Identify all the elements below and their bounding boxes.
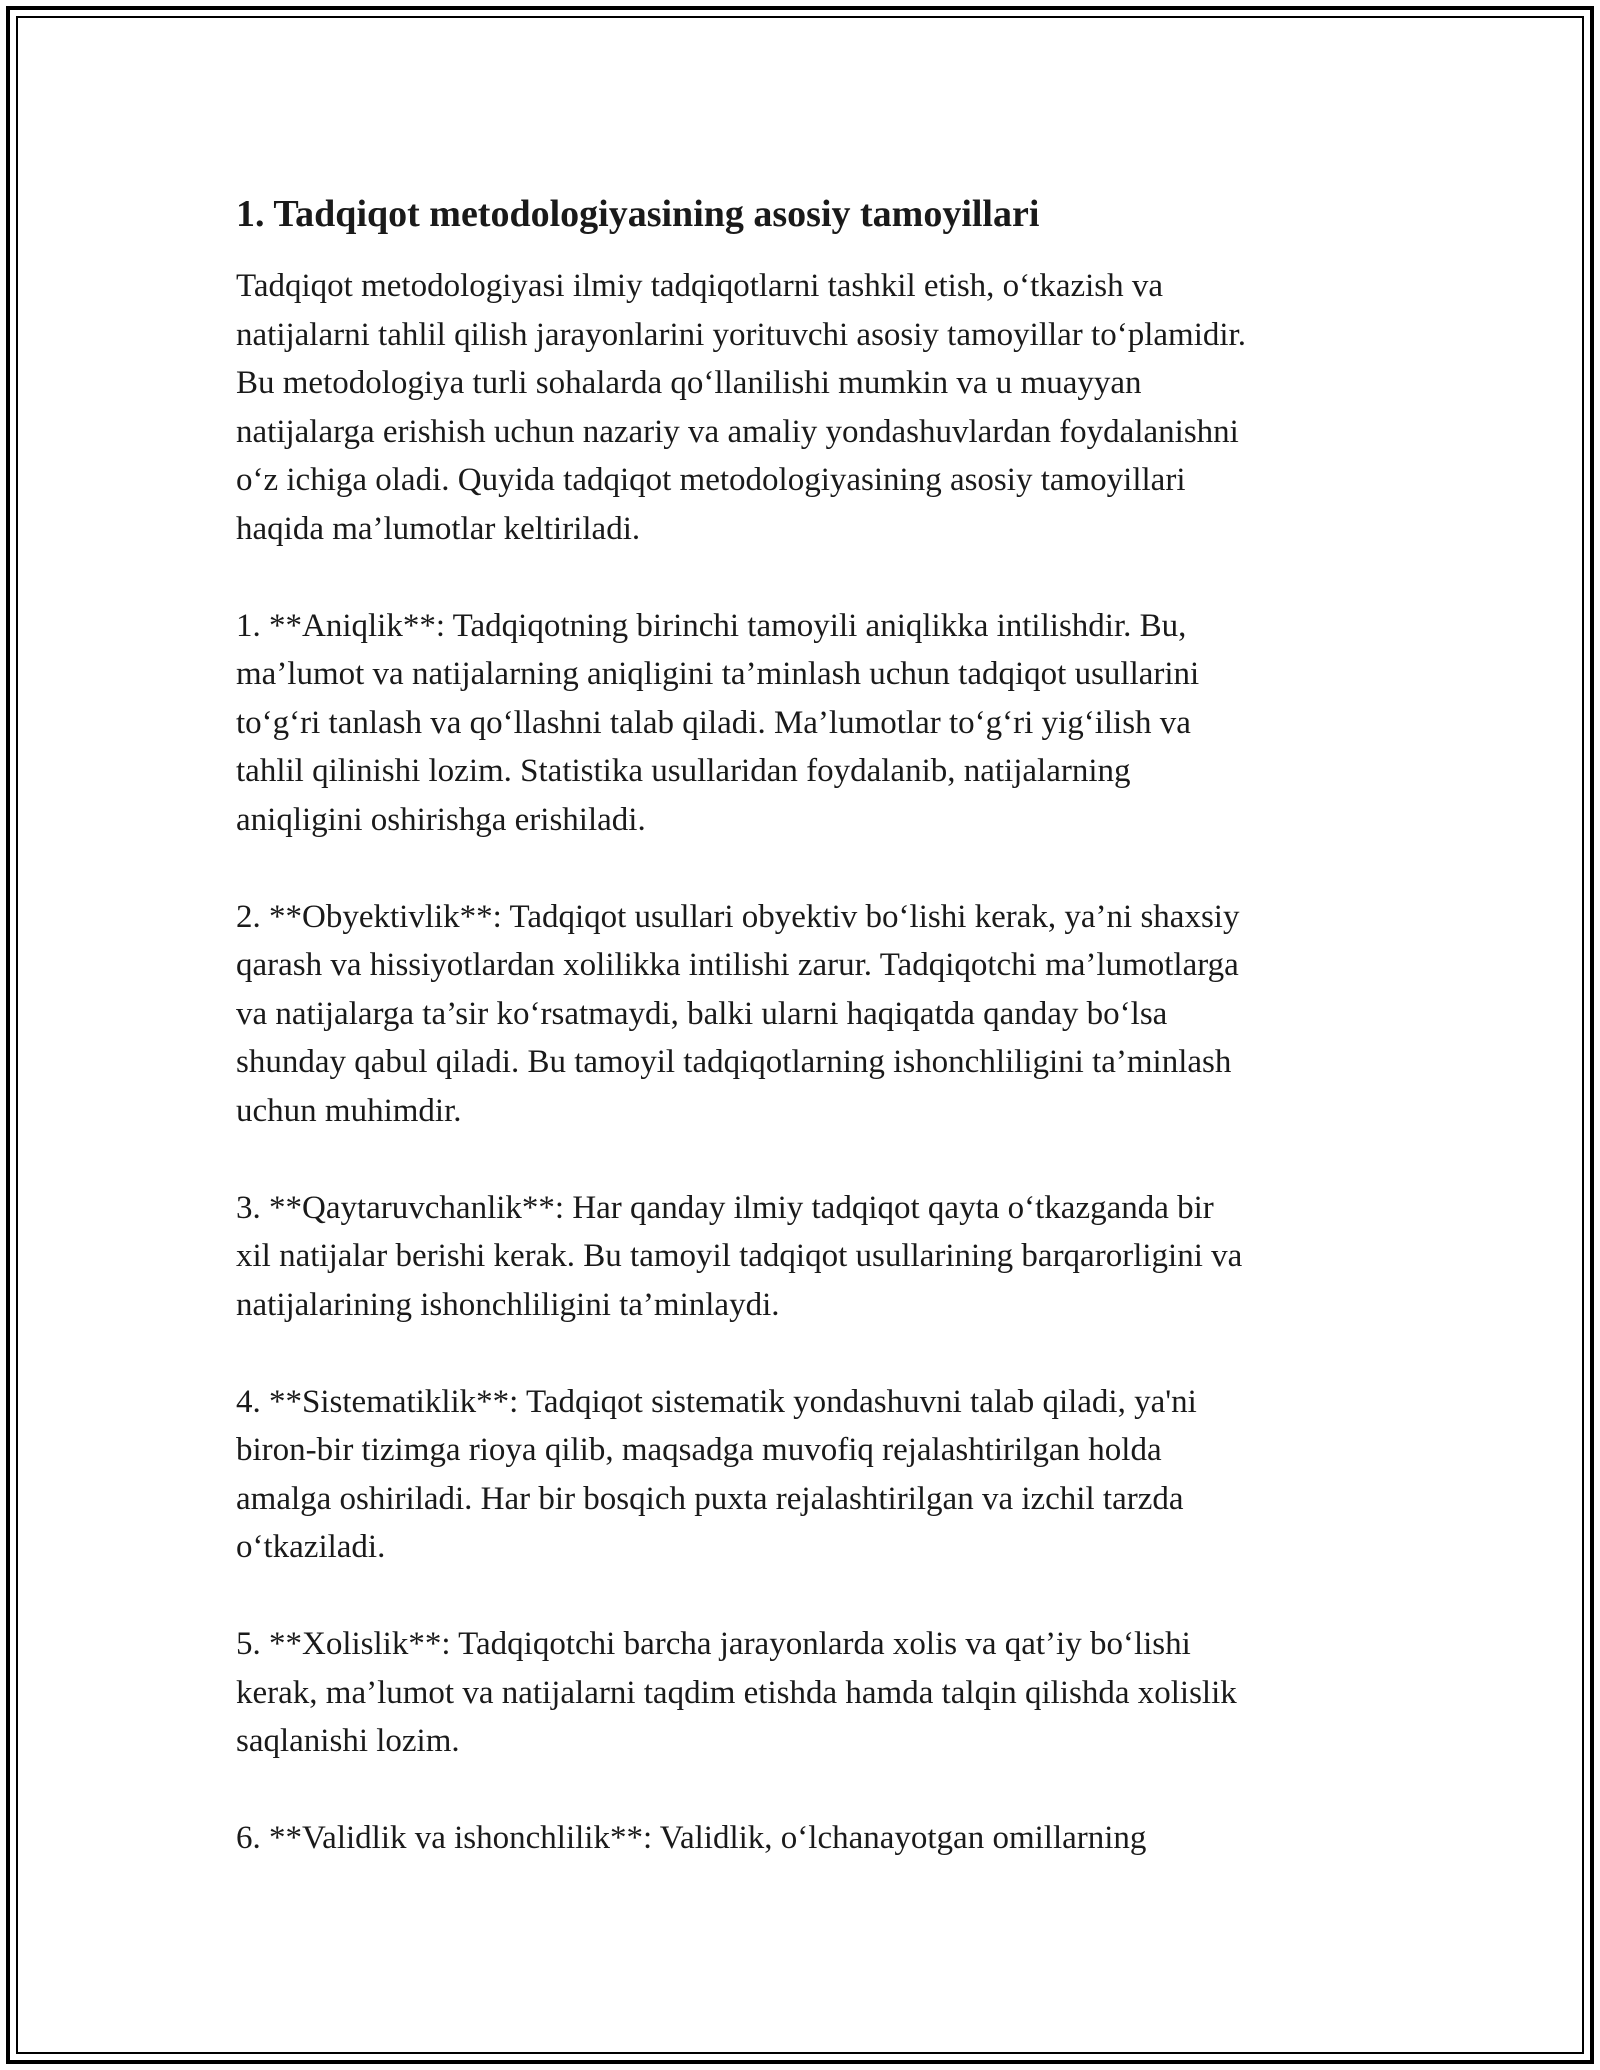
text-line: natijalarining ishonchliligini ta’minlaydi. (236, 1286, 780, 1323)
principle-xolislik-paragraph (236, 1620, 1386, 1766)
text-line: 1. **Aniqlik**: Tadqiqotning birinchi tamoyili aniqlikka intilishdir. Bu, (236, 607, 1187, 644)
text-line: uchun muhimdir. (236, 1092, 462, 1129)
text-line: biron-bir tizimga rioya qilib, maqsadga muvofiq rejalashtirilgan holda (236, 1432, 1162, 1468)
text-line: o‘z ichiga oladi. Quyida tadqiqot metodologiyasining asosiy tamoyillari (236, 462, 1186, 498)
principle-aniqlik-paragraph (236, 602, 1386, 845)
text-line: to‘g‘ri tanlash va qo‘llashni talab qiladi. Ma’lumotlar to‘g‘ri yig‘ilish va (236, 704, 1191, 741)
text-line: natijalarga erishish uchun nazariy va amaliy yondashuvlardan foydalanishni (236, 413, 1239, 450)
principle-validlik-paragraph (236, 1814, 1386, 1863)
text-line: saqlanishi lozim. (236, 1723, 460, 1759)
text-line: kerak, ma’lumot va natijalarni taqdim etishda hamda talqin qilishda xolislik (236, 1674, 1237, 1711)
principle-sistematiklik-paragraph (236, 1378, 1386, 1572)
principle-obyektivlik-paragraph (236, 893, 1386, 1136)
text-line: 6. **Validlik va ishonchlilik**: Validlik, o‘lchanayotgan omillarning (236, 1820, 1147, 1856)
intro-paragraph (236, 262, 1386, 553)
text-line: 3. **Qaytaruvchanlik**: Har qanday ilmiy tadqiqot qayta o‘tkazganda bir (236, 1189, 1214, 1226)
text-line: o‘tkaziladi. (236, 1529, 386, 1565)
principle-qaytaruvchanlik-paragraph (236, 1184, 1386, 1330)
text-line: Bu metodologiya turli sohalarda qo‘llanilishi mumkin va u muayyan (236, 365, 1142, 401)
text-line: aniqligini oshirishga erishiladi. (236, 801, 646, 838)
text-line: xil natijalar berishi kerak. Bu tamoyil tadqiqot usullarining barqarorligini va (236, 1238, 1243, 1274)
text-line: shunday qabul qiladi. Bu tamoyil tadqiqotlarning ishonchliligini ta’minlash (236, 1044, 1232, 1080)
section-heading: 1. Tadqiqot metodologiyasining asosiy tamoyillari (236, 193, 1040, 235)
text-line: va natijalarga ta’sir ko‘rsatmaydi, balki ularni haqiqatda qanday bo‘lsa (236, 995, 1168, 1032)
text-line: ma’lumot va natijalarning aniqligini ta’minlash uchun tadqiqot usullarini (236, 656, 1200, 692)
document-body (236, 188, 1386, 1911)
text-line: natijalarni tahlil qilish jarayonlarini yorituvchi asosiy tamoyillar to‘plamidir. (236, 316, 1246, 353)
text-line: qarash va hissiyotlardan xolilikka intilishi zarur. Tadqiqotchi ma’lumotlarga (236, 947, 1239, 983)
text-line: Tadqiqot metodologiyasi ilmiy tadqiqotlarni tashkil etish, o‘tkazish va (236, 268, 1164, 304)
text-line: 2. **Obyektivlik**: Tadqiqot usullari obyektiv bo‘lishi kerak, ya’ni shaxsiy (236, 898, 1240, 935)
text-line: amalga oshiriladi. Har bir bosqich puxta rejalashtirilgan va izchil tarzda (236, 1480, 1184, 1517)
text-line: haqida ma’lumotlar keltiriladi. (236, 510, 641, 547)
text-line: tahlil qilinishi lozim. Statistika usullaridan foydalanib, natijalarning (236, 753, 1131, 789)
text-line: 4. **Sistematiklik**: Tadqiqot sistematik yondashuvni talab qiladi, ya'ni (236, 1383, 1197, 1420)
text-line: 5. **Xolislik**: Tadqiqotchi barcha jarayonlarda xolis va qat’iy bo‘lishi (236, 1626, 1191, 1662)
